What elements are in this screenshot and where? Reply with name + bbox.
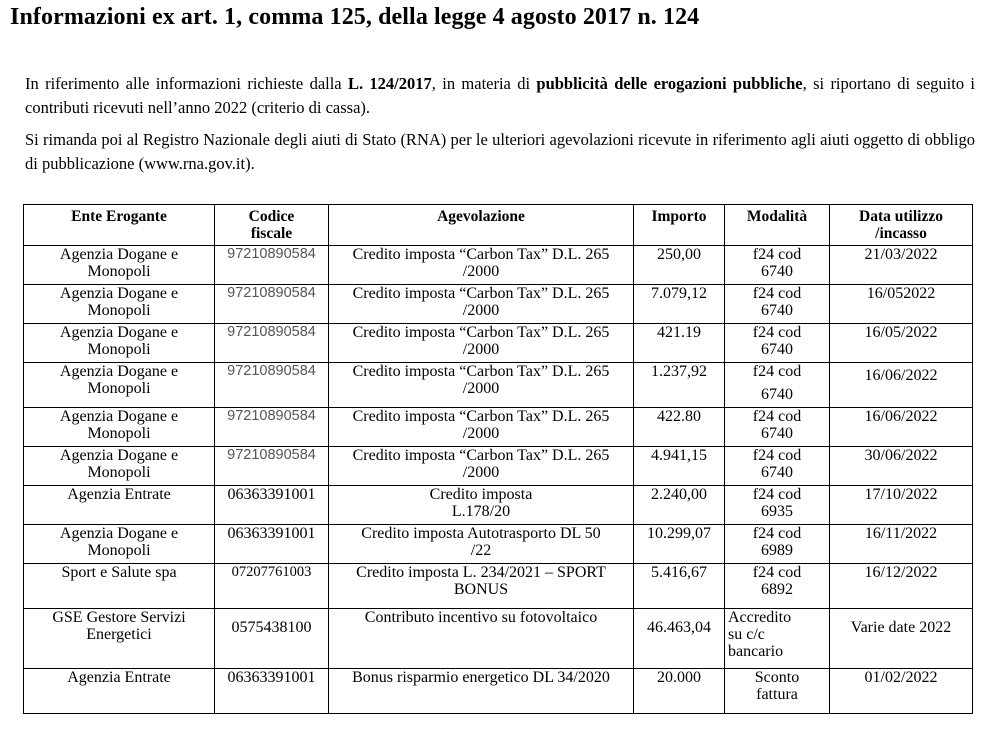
cell-codice: 97210890584 <box>215 408 329 447</box>
cell-agevolazione: Credito imposta “Carbon Tax” D.L. 265 /2000 <box>329 447 634 486</box>
cell-data: 16/06/2022 <box>830 408 973 447</box>
cell-codice: 97210890584 <box>215 285 329 324</box>
table-row <box>24 669 973 714</box>
cell-ente: Agenzia Dogane e Monopoli <box>24 285 215 324</box>
header-codice: Codice fiscale <box>215 205 329 246</box>
cell-agevolazione: Credito imposta Autotrasporto DL 50 /22 <box>329 525 634 564</box>
cell-modalita: f24 cod 6740 <box>725 324 830 363</box>
cell-importo: 422.80 <box>634 408 725 447</box>
cell-modalita: f24 cod 6740 <box>725 363 830 408</box>
intro-text: In riferimento alle informazioni richieste dalla <box>25 74 348 93</box>
cell-data: 21/03/2022 <box>830 246 973 285</box>
table-row <box>24 285 973 324</box>
cell-data: 16/12/2022 <box>830 564 973 609</box>
page-title: Informazioni ex art. 1, comma 125, della legge 4 agosto 2017 n. 124 <box>10 4 700 30</box>
cell-importo: 20.000 <box>634 669 725 714</box>
header-modalita: Modalità <box>725 205 830 246</box>
cell-codice: 07207761003 <box>215 564 329 609</box>
cell-ente: Agenzia Dogane e Monopoli <box>24 324 215 363</box>
cell-agevolazione: Credito imposta “Carbon Tax” D.L. 265 /2000 <box>329 363 634 408</box>
cell-ente: Agenzia Entrate <box>24 486 215 525</box>
intro-paragraph-2: Si rimanda poi al Registro Nazionale degli aiuti di Stato (RNA) per le ulteriori agevolazioni ricevute in riferimento agli aiuti oggetto di obbligo di pubblicazione (www.rna.gov.it). <box>25 130 975 173</box>
cell-modalita: f24 cod 6892 <box>725 564 830 609</box>
table-row <box>24 525 973 564</box>
table-row <box>24 486 973 525</box>
cell-importo: 250,00 <box>634 246 725 285</box>
cell-data: 16/11/2022 <box>830 525 973 564</box>
cell-agevolazione: Contributo incentivo su fotovoltaico <box>329 609 634 669</box>
cell-data: 16/05/2022 <box>830 324 973 363</box>
cell-modalita: f24 cod 6740 <box>725 285 830 324</box>
table-row <box>24 564 973 609</box>
intro-text: , in materia di <box>431 74 537 93</box>
cell-agevolazione: Credito imposta L. 234/2021 – SPORT BONUS <box>329 564 634 609</box>
cell-data: 16/06/2022 <box>830 363 973 408</box>
cell-ente: Agenzia Dogane e Monopoli <box>24 408 215 447</box>
cell-agevolazione: Credito imposta “Carbon Tax” D.L. 265 /2000 <box>329 246 634 285</box>
table-row <box>24 363 973 408</box>
cell-importo: 46.463,04 <box>634 609 725 669</box>
header-agevolazione: Agevolazione <box>329 205 634 246</box>
cell-importo: 4.941,15 <box>634 447 725 486</box>
cell-codice: 97210890584 <box>215 447 329 486</box>
table-row <box>24 324 973 363</box>
cell-modalita: Accredito su c/c bancario <box>725 609 830 669</box>
header-data: Data utilizzo /incasso <box>830 205 973 246</box>
cell-ente: Agenzia Dogane e Monopoli <box>24 447 215 486</box>
cell-importo: 7.079,12 <box>634 285 725 324</box>
cell-agevolazione: Credito imposta “Carbon Tax” D.L. 265 /2000 <box>329 285 634 324</box>
cell-ente: Sport e Salute spa <box>24 564 215 609</box>
cell-data: Varie date 2022 <box>830 609 973 669</box>
cell-modalita: f24 cod 6935 <box>725 486 830 525</box>
cell-ente: Agenzia Entrate <box>24 669 215 714</box>
cell-codice: 06363391001 <box>215 486 329 525</box>
cell-agevolazione: Bonus risparmio energetico DL 34/2020 <box>329 669 634 714</box>
header-ente: Ente Erogante <box>24 205 215 246</box>
cell-data: 16/052022 <box>830 285 973 324</box>
law-reference: L. 124/2017 <box>347 74 432 93</box>
cell-agevolazione: Credito imposta L.178/20 <box>329 486 634 525</box>
cell-codice: 97210890584 <box>215 324 329 363</box>
table-row <box>24 609 973 669</box>
cell-importo: 1.237,92 <box>634 363 725 408</box>
cell-data: 17/10/2022 <box>830 486 973 525</box>
cell-agevolazione: Credito imposta “Carbon Tax” D.L. 265 /2000 <box>329 324 634 363</box>
cell-codice: 97210890584 <box>215 363 329 408</box>
cell-ente: Agenzia Dogane e Monopoli <box>24 246 215 285</box>
cell-agevolazione: Credito imposta “Carbon Tax” D.L. 265 /2000 <box>329 408 634 447</box>
table-row <box>24 246 973 285</box>
cell-codice: 06363391001 <box>215 669 329 714</box>
cell-importo: 5.416,67 <box>634 564 725 609</box>
cell-modalita: f24 cod 6740 <box>725 246 830 285</box>
intro-paragraph-1 <box>25 72 975 120</box>
topic-emphasis: pubblicità delle erogazioni pubbliche <box>536 74 803 93</box>
contributions-table <box>23 204 973 714</box>
cell-codice: 0575438100 <box>215 609 329 669</box>
cell-ente: Agenzia Dogane e Monopoli <box>24 363 215 408</box>
cell-importo: 2.240,00 <box>634 486 725 525</box>
cell-codice: 06363391001 <box>215 525 329 564</box>
cell-ente: Agenzia Dogane e Monopoli <box>24 525 215 564</box>
table-row <box>24 447 973 486</box>
cell-importo: 421.19 <box>634 324 725 363</box>
cell-modalita: Sconto fattura <box>725 669 830 714</box>
cell-modalita: f24 cod 6740 <box>725 408 830 447</box>
cell-codice: 97210890584 <box>215 246 329 285</box>
table-row <box>24 408 973 447</box>
header-importo: Importo <box>634 205 725 246</box>
table-header-row <box>24 205 973 246</box>
cell-importo: 10.299,07 <box>634 525 725 564</box>
intro-text: , si riportano di seguito i contributi ricevuti nell’anno 2022 (criterio di cassa). <box>25 74 976 117</box>
cell-ente: GSE Gestore Servizi Energetici <box>24 609 215 669</box>
cell-modalita: f24 cod 6740 <box>725 447 830 486</box>
cell-data: 30/06/2022 <box>830 447 973 486</box>
cell-modalita: f24 cod 6989 <box>725 525 830 564</box>
cell-data: 01/02/2022 <box>830 669 973 714</box>
